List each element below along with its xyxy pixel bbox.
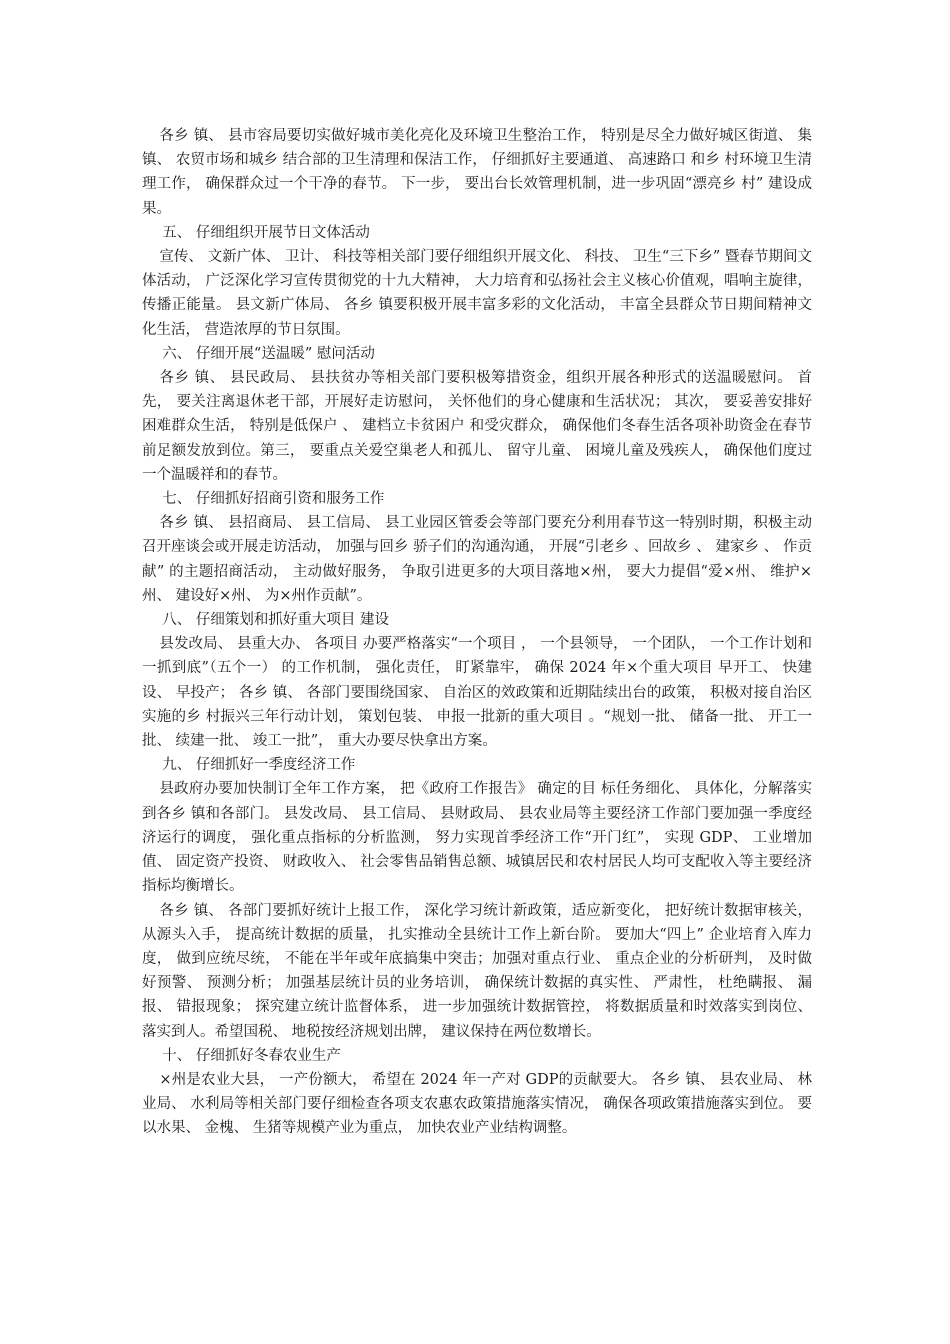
- section-heading-5: 五、 仔细组织开展节日文体活动: [162, 224, 370, 241]
- paragraph-sanitation: 各乡 镇、 县市容局要切实做好城市美化亮化及环境卫生整治工作， 特别是尽全力做好城区街道、 集镇、 农贸市场和城乡 结合部的卫生清理和保洁工作， 仔细抓好主要通道、 高速路口 和乡 村环境卫生清理工作， 确保群众过一个干净的春节。 下一步， 要出台长效管理机制，进一步巩固“漂亮乡 村” 建设成果。: [142, 128, 812, 217]
- paragraph-cultural-activities: 宣传、 文新广体、 卫计、 科技等相关部门要仔细组织开展文化、 科技、 卫生“三下乡” 暨春节期间文体活动， 广泛深化学习宣传贯彻党的十九大精神， 大力培育和弘扬社会主义核心价值观，唱响主旋律， 传播正能量。 县文新广体局、 各乡 镇要积极开展丰富多彩的文化活动， 丰富全县群众节日期间精神文化生活， 营造浓厚的节日氛围。: [142, 249, 812, 338]
- paragraph-agriculture: ×州是农业大县， 一产份额大， 希望在 2024 年一产对 GDP的贡献要大。 各乡 镇、 县农业局、 林业局、 水利局等相关部门要仔细检查各项支农惠农政策措施落实情况， 确保各项政策措施落实到位。 要以水果、 金槐、 生猪等规模产业为重点， 加快农业产业结构调整。: [142, 1071, 812, 1137]
- paragraph-investment: 各乡 镇、 县招商局、 县工信局、 县工业园区管委会等部门要充分利用春节这一特别时期，积极主动召开座谈会或开展走访活动， 加强与回乡 骄子们的沟通沟通， 开展“引老乡 、回故乡 、 建家乡 、 作贡献” 的主题招商活动， 主动做好服务， 争取引进更多的大项目落地×州， 要大力提倡“爱×州、 维护×州、 建设好×州、 为×州作贡献”。: [142, 515, 812, 604]
- paragraph-first-quarter: 县政府办要加快制订全年工作方案， 把《政府工作报告》 确定的目 标任务细化、 具体化，分解落实到各乡 镇和各部门。 县发改局、 县工信局、 县财政局、 县农业局等主要经济工作部门要加强一季度经济运行的调度， 强化重点指标的分析监测， 努力实现首季经济工作“开门红”， 实现 GDP、 工业增加值、 固定资产投资、 财政收入、 社会零售品销售总额、城镇居民和农村居民人均可支配收入等主要经济指标均衡增长。: [142, 781, 812, 895]
- document-body: [142, 124, 812, 1141]
- paragraph-statistics: 各乡 镇、 各部门要抓好统计上报工作， 深化学习统计新政策，适应新变化， 把好统计数据审核关， 从源头入手， 提高统计数据的质量， 扎实推动全县统计工作上新台阶。 要加大“四上” 企业培育入库力度， 做到应统尽统， 不能在半年或年底搞集中突击；加强对重点行业、 重点企业的分析研判， 及时做好预警、 预测分析； 加强基层统计员的业务培训， 确保统计数据的真实性、 严肃性， 杜绝瞒报、 漏报、 错报现象； 探究建立统计监督体系， 进一步加强统计数据管控， 将数据质量和时效落实到岗位、 落实到人。希望国税、 地税按经济规划出牌， 建议保持在两位数增长。: [142, 902, 812, 1040]
- paragraph-major-projects: 县发改局、 县重大办、 各项目 办要严格落实“一个项目 ， 一个县领导， 一个团队， 一个工作计划和一抓到底”（五个一） 的工作机制， 强化责任， 盯紧靠牢， 确保 2024 年×个重大项目 早开工、 快建设、 早投产； 各乡 镇、 各部门要围绕国家、 自治区的效政策和近期陆续出台的政策， 积极对接自治区实施的乡 村振兴三年行动计划， 策划包装、 申报一批新的重大项目 。“规划一批、 储备一批、 开工一批、 续建一批、 竣工一批”， 重大办要尽快拿出方案。: [142, 636, 812, 750]
- section-heading-10: 十、 仔细抓好冬春农业生产: [162, 1047, 341, 1064]
- section-heading-6: 六、 仔细开展“送温暖” 慰问活动: [162, 345, 375, 362]
- paragraph-warmth-visits: 各乡 镇、 县民政局、 县扶贫办等相关部门要积极筹措资金，组织开展各种形式的送温暖慰问。 首先， 要关注离退休老干部，开展好走访慰问， 关怀他们的身心健康和生活状况； 其次， 要妥善安排好困难群众生活， 特别是低保户 、 建档立卡贫困户 和受灾群众， 确保他们冬春生活各项补助资金在春节前足额发放到位。第三， 要重点关爱空巢老人和孤儿、 留守儿童、 困境儿童及残疾人， 确保他们度过一个温暖祥和的春节。: [142, 370, 812, 483]
- section-heading-9: 九、 仔细抓好一季度经济工作: [162, 757, 356, 774]
- section-heading-7: 七、 仔细抓好招商引资和服务工作: [162, 491, 385, 508]
- section-heading-8: 八、 仔细策划和抓好重大项目 建设: [162, 612, 390, 629]
